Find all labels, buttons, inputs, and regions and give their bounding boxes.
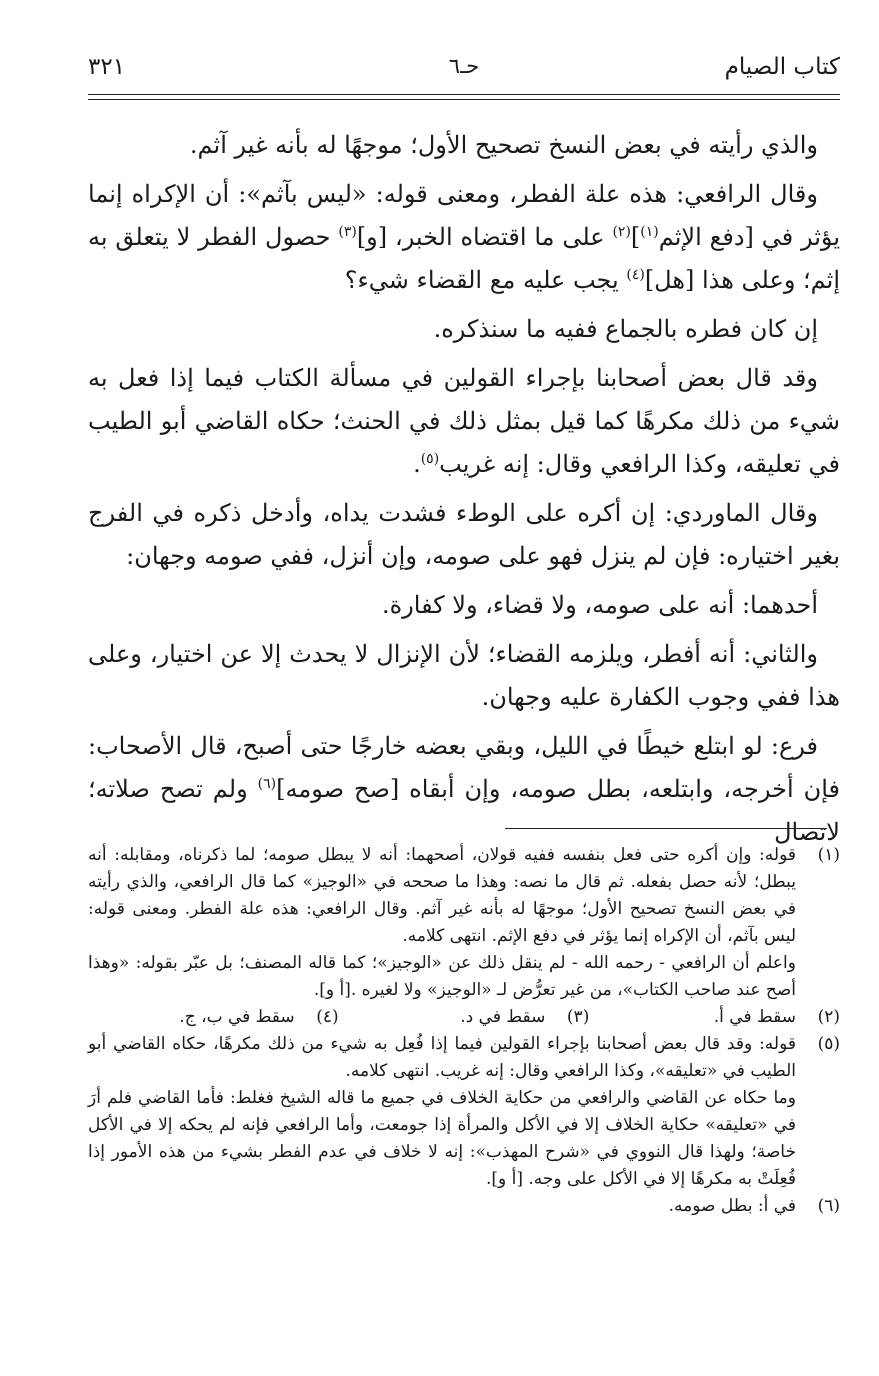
- footnote-marker: (١): [640, 224, 659, 240]
- text-run: ولم تصح صلاته؛ لاتصال: [88, 775, 840, 846]
- footnote: [88, 1193, 840, 1220]
- footnote-text: سقط في أ.: [713, 1007, 796, 1027]
- chapter-title: كتاب الصيام: [724, 54, 840, 80]
- footnote-line: وما حكاه عن القاضي والرافعي من حكاية الخلاف في جميع ما قاله الشيخ فغلط: فأما القاضي فلم أرَ في «تعليقه» حكاية الخلاف إلا في الأكل والمرأة إذا جومعت، وأما الرافعي فإنه لم يحكه إلا في الأكل خاصة؛ ولهذا قال النووي في «شرح المهذب»: إنه لا خلاف في عدم الفطر بشيء من هذه الأمور إذا فُعِلَتْ به مكرهًا إلا في الأكل على وجه. [أ و].: [88, 1088, 796, 1189]
- text-run: ]: [630, 223, 641, 251]
- footnote-marker: (٤): [626, 267, 645, 283]
- paragraph: إن كان فطره بالجماع ففيه ما سنذكره.: [433, 315, 818, 343]
- footnote: [339, 1004, 590, 1031]
- footnote-text: [88, 842, 796, 1004]
- header-rule: [88, 94, 840, 95]
- footnote: [88, 842, 840, 1004]
- text-run: حصول الفطر لا يتعلق به إثم؛ وعلى هذا [هل]: [88, 223, 840, 294]
- footnote-marker: (٦): [257, 776, 277, 792]
- text-run: .: [413, 450, 421, 478]
- footnote-number: (٥): [817, 1034, 840, 1054]
- footnote-text: [88, 1031, 796, 1193]
- main-text: [88, 124, 840, 860]
- paragraph: وقال الماوردي: إن أكره على الوطء فشدت يداه، وأدخل ذكره في الفرج بغير اختياره: فإن لم ينزل فهو على صومه، وإن أنزل، ففي صومه وجهان:: [88, 499, 840, 570]
- footnote-number: (١): [817, 845, 840, 865]
- footnote-number: (٦): [817, 1196, 840, 1216]
- footnote-number: (٤): [316, 1007, 339, 1027]
- footnote-number: (٢): [817, 1007, 840, 1027]
- paragraph: [88, 173, 840, 302]
- footnote-line: واعلم أن الرافعي - رحمه الله - لم ينقل ذلك عن «الوجيز»؛ كما قاله المصنف؛ بل عبّر بقوله: «وهذا أصح عند صاحب الكتاب»، من غير تعرُّض لـ «الوجيز» ولا لغيره .[أ و].: [88, 953, 796, 1000]
- footnote-row: [88, 1004, 840, 1031]
- paragraph: [88, 357, 840, 486]
- page-number: ٣٢١: [88, 54, 126, 80]
- header-rule-thin: [88, 99, 840, 100]
- footnote: [88, 1004, 339, 1031]
- footnote-line: قوله: وإن أكره حتى فعل بنفسه ففيه قولان، أصحهما: أنه لا يبطل صومه؛ لما ذكرناه، ومقابله: أنه يبطل؛ لأنه حصل بفعله. ثم قال ما نصه: وهذا ما صححه في «الوجيز» كما قال الرافعي، والذي رأيته في بعض النسخ تصحيح الأول؛ موجهًا له بأنه غير آثم. وقال الرافعي: هذه علة الفطر. ومعنى قوله: ليس بآثم، أن الإكراه إنما يؤثر في دفع الإثم. انتهى كلامه.: [88, 845, 796, 946]
- footnote-text: سقط في ب، ج.: [179, 1007, 295, 1027]
- text-run: وقد قال بعض أصحابنا بإجراء القولين في مسألة الكتاب فيما إذا فعل به شيء من ذلك مكرهًا كما قيل بمثل ذلك في الحنث؛ حكاه القاضي أبو الطيب في تعليقه، وكذا الرافعي وقال: إنه غريب: [88, 364, 840, 478]
- text-run: يجب عليه مع القضاء شيء؟: [344, 266, 627, 294]
- footnote: [88, 1031, 840, 1193]
- footnote-text: سقط في د.: [460, 1007, 546, 1027]
- volume-label: حـ٦: [448, 54, 480, 78]
- paragraph: أحدهما: أنه على صومه، ولا قضاء، ولا كفارة.: [381, 591, 818, 619]
- footnote-rule: [505, 828, 827, 829]
- footnote-marker: (٥): [420, 451, 440, 467]
- footnote-marker: (٢): [612, 224, 631, 240]
- paragraph: والذي رأيته في بعض النسخ تصحيح الأول؛ موجهًا له بأنه غير آثم.: [189, 131, 818, 159]
- text-run: فرع: لو ابتلع خيطًا في الليل، وبقي بعضه خارجًا حتى أصبح، قال الأصحاب: فإن أخرجه، وابتلعه، بطل صومه، وإن أبقاه [صح صومه]: [88, 732, 840, 803]
- footnote-number: (٣): [566, 1007, 590, 1027]
- text-run: وقال الرافعي: هذه علة الفطر، ومعنى قوله: «ليس بآثم»: أن الإكراه إنما يؤثر في [دفع الإثم: [88, 180, 841, 251]
- footnote-line: قوله: وقد قال بعض أصحابنا بإجراء القولين فيما إذا فُعِل به شيء من ذلك مكرهًا، حكاه القاضي أبو الطيب في «تعليقه»، وكذا الرافعي وقال: إنه غريب. انتهى كلامه.: [88, 1034, 796, 1081]
- footnote-marker: (٣): [338, 224, 357, 240]
- running-header: [88, 54, 840, 90]
- footnote: [589, 1004, 840, 1031]
- paragraph: [88, 725, 840, 854]
- footnotes: [88, 842, 840, 1220]
- footnote-text: في أ: بطل صومه.: [668, 1196, 796, 1216]
- text-run: على ما اقتضاه الخبر، [و]: [356, 223, 613, 251]
- paragraph: والثاني: أنه أفطر، ويلزمه القضاء؛ لأن الإنزال لا يحدث إلا عن اختيار، وعلى هذا ففي وجوب الكفارة عليه وجهان.: [88, 640, 840, 711]
